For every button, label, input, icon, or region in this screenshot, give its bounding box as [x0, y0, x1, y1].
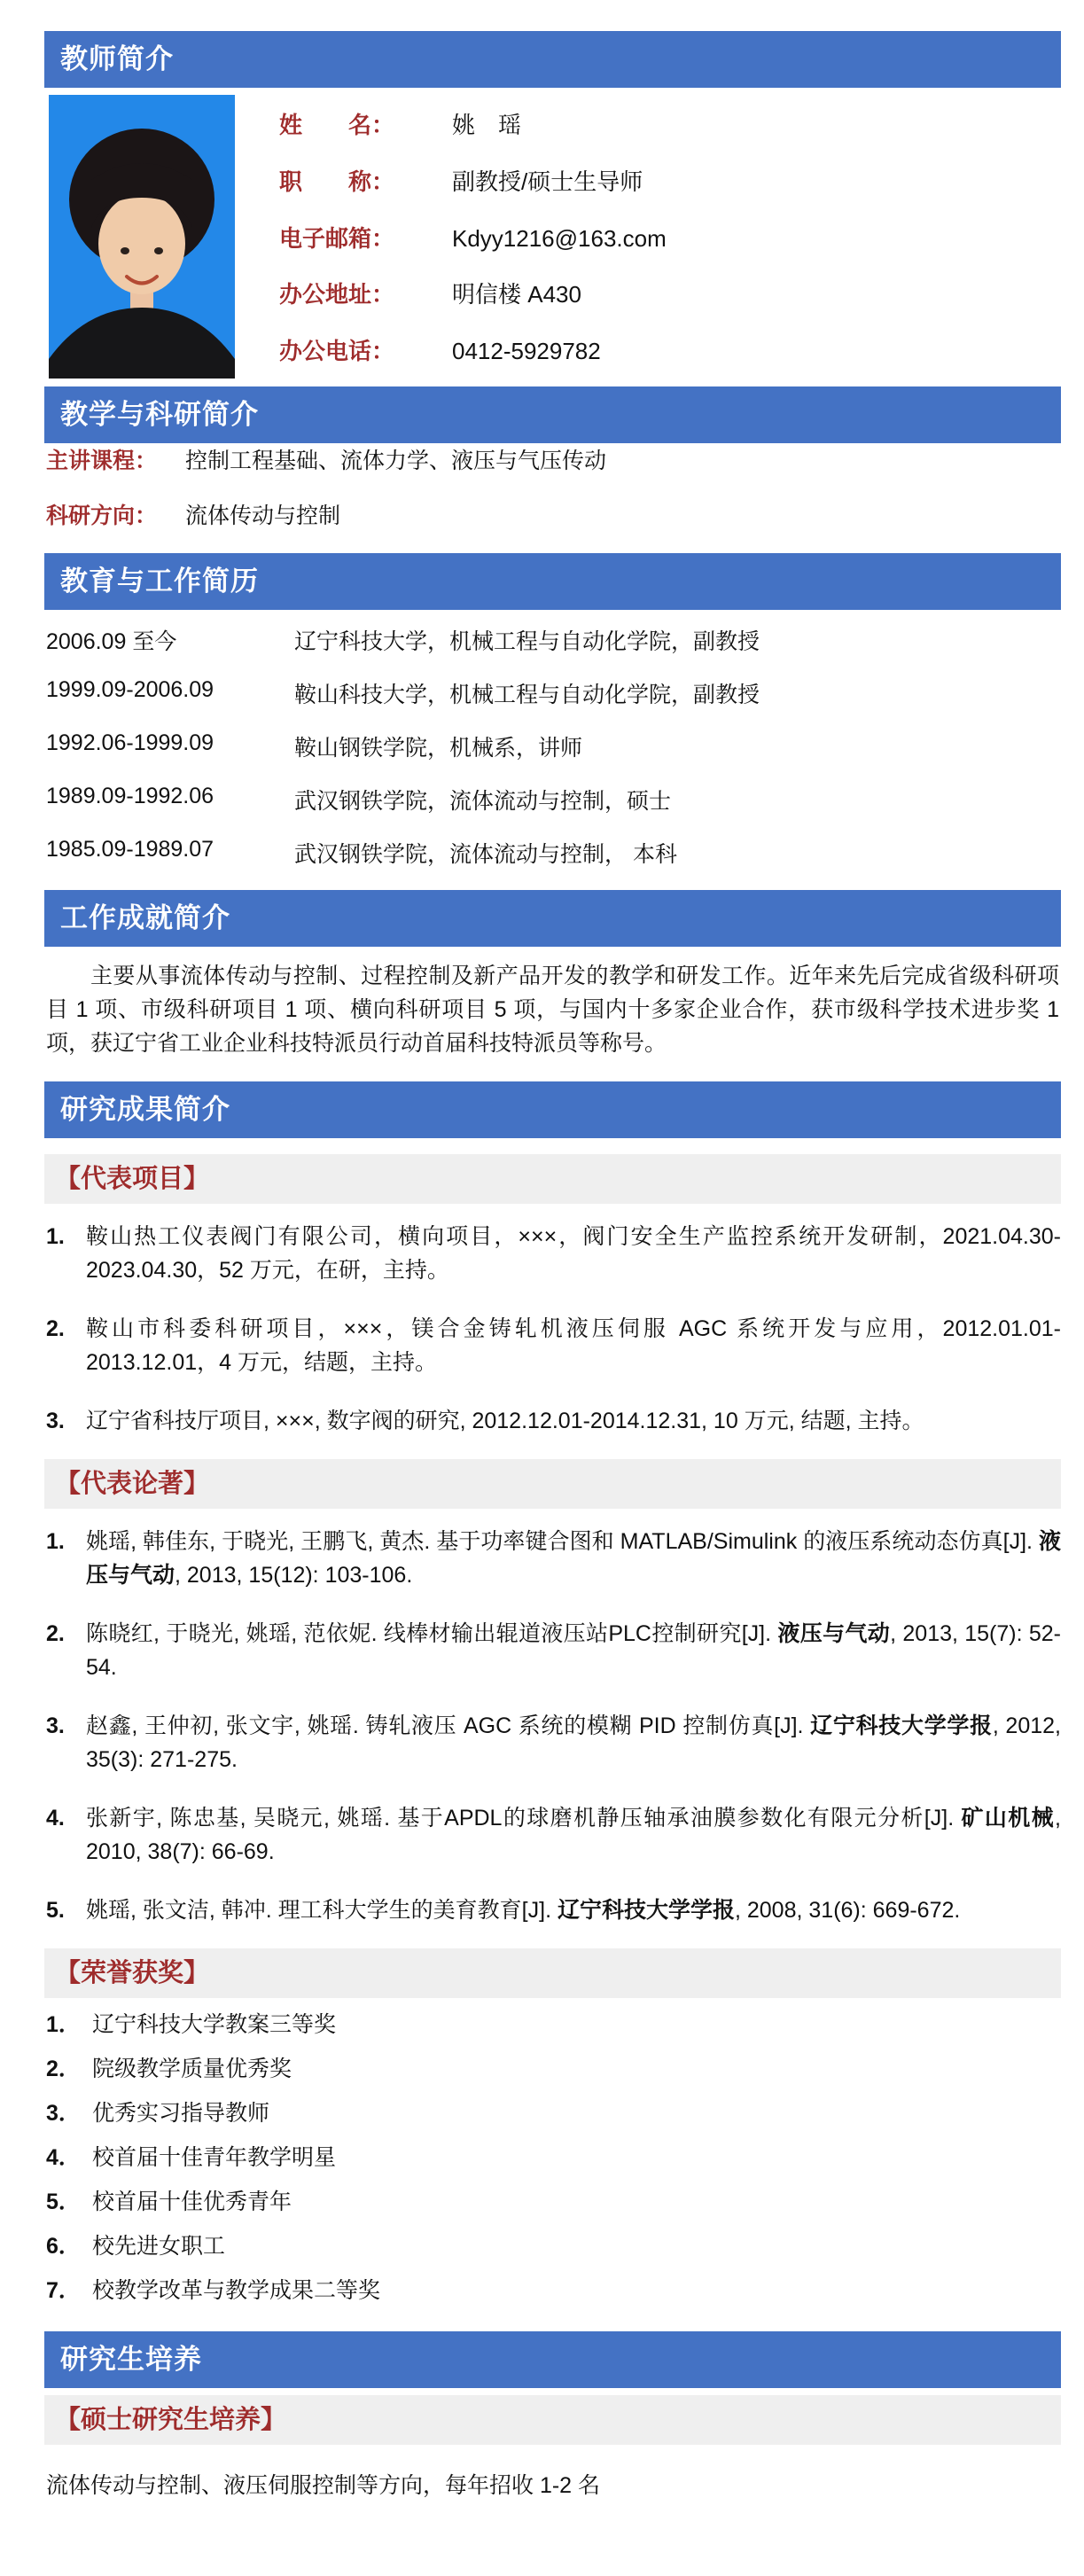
- section-title: 工作成就简介: [60, 902, 230, 933]
- publication-item: [46, 1893, 1061, 1927]
- item-number: 2．: [46, 2057, 81, 2081]
- section-title: 教学与科研简介: [60, 399, 259, 430]
- item-number: 3.: [46, 1409, 65, 1433]
- field-label: 电子邮箱：: [279, 224, 395, 252]
- publication-pre: 姚瑶, 张文洁, 韩冲. 理工科大学生的美育教育[J].: [86, 1898, 558, 1923]
- honor-item: [46, 2232, 1061, 2260]
- journal-name: 辽宁科技大学学报: [810, 1713, 993, 1738]
- projects-list: [46, 1220, 1061, 1438]
- profile-block: [49, 95, 1061, 379]
- section-header-graduate: [44, 2331, 1061, 2388]
- courses-value: 控制工程基础、流体力学、液压与气压传动: [185, 449, 607, 473]
- item-number: 4.: [46, 1806, 65, 1831]
- career-period: 2006.09 至今: [46, 629, 177, 654]
- field-value: 姚 瑶: [452, 112, 522, 138]
- item-number: 5.: [46, 1898, 65, 1923]
- career-row: [46, 837, 1061, 869]
- honors-list: [46, 2010, 1061, 2305]
- honor-item: [46, 2055, 1061, 2083]
- item-number: 4．: [46, 2145, 81, 2170]
- profile-field-phone: [279, 333, 1061, 366]
- publications-list: [46, 1525, 1061, 1927]
- section-header-research-results: [44, 1081, 1061, 1138]
- project-text: 辽宁省科技厅项目, ×××, 数字阀的研究, 2012.12.01-2014.12.31, 10 万元, 结题, 主持。: [86, 1409, 924, 1433]
- career-detail: 鞍山科技大学，机械工程与自动化学院，副教授: [294, 683, 760, 707]
- career-detail: 鞍山钢铁学院，机械系，讲师: [294, 736, 583, 761]
- teacher-profile-page: [44, 31, 1061, 2500]
- publication-item: [46, 1525, 1061, 1592]
- achievements-paragraph: 主要从事流体传动与控制、过程控制及新产品开发的教学和研发工作。近年来先后完成省级科研项目 1 项、市级科研项目 1 项、横向科研项目 5 项，与国内十多家企业合作，获市级科学技术进步奖 1 项，获辽宁省工业企业科技特派员行动首届科技特派员等称号。: [46, 964, 1059, 1056]
- field-value: Kdyy1216@163.com: [452, 224, 667, 252]
- career-period: 1999.09-2006.09: [46, 677, 214, 702]
- item-number: 5．: [46, 2190, 81, 2214]
- section-title: 教育与工作简历: [60, 566, 259, 597]
- item-number: 1．: [46, 2012, 81, 2037]
- section-header-teaching-research: [44, 386, 1061, 443]
- section-header-achievements: [44, 890, 1061, 947]
- subsection-header-honors: [44, 1948, 1061, 1998]
- subsection-title: 【代表论著】: [55, 1470, 210, 1498]
- subsection-title: 【代表项目】: [55, 1165, 210, 1193]
- subsection-header-publications: [44, 1459, 1061, 1509]
- honor-text: 辽宁科技大学教案三等奖: [92, 2012, 337, 2037]
- profile-field-title: [279, 164, 1061, 197]
- publication-post: , 2013, 15(7): 52-54.: [86, 1621, 1061, 1680]
- subsection-header-projects: [44, 1154, 1061, 1204]
- profile-photo: [49, 95, 235, 379]
- career-period: 1992.06-1999.09: [46, 730, 214, 755]
- career-detail: 武汉钢铁学院，流体流动与控制，硕士: [294, 789, 672, 814]
- research-direction-label: 科研方向：: [46, 503, 158, 528]
- item-number: 3.: [46, 1713, 65, 1738]
- publication-item: [46, 1617, 1061, 1684]
- publication-item: [46, 1709, 1061, 1776]
- item-number: 7．: [46, 2278, 81, 2303]
- journal-name: 矿山机械: [961, 1806, 1056, 1831]
- publication-pre: 张新宇, 陈忠基, 吴晓元, 姚瑶. 基于APDL的球磨机静压轴承油膜参数化有限元分析[J].: [86, 1806, 962, 1831]
- career-detail: 辽宁科技大学，机械工程与自动化学院，副教授: [294, 629, 760, 654]
- honor-text: 校教学改革与教学成果二等奖: [92, 2278, 381, 2303]
- profile-field-office: [279, 277, 1061, 309]
- career-timeline: [46, 624, 1061, 869]
- person-portrait-illustration: [49, 95, 235, 379]
- profile-info: [235, 95, 1061, 379]
- project-text: 鞍山市科委科研项目，×××，镁合金铸轧机液压伺服 AGC 系统开发与应用，2012.01.01-2013.12.01，4 万元，结题，主持。: [86, 1316, 1061, 1375]
- honor-text: 校先进女职工: [92, 2234, 226, 2259]
- field-value: 副教授/硕士生导师: [452, 168, 643, 195]
- publication-pre: 陈晓红, 于晓光, 姚瑶, 范依妮. 线棒材输出辊道液压站PLC控制研究[J].: [86, 1621, 778, 1646]
- publication-post: , 2012, 35(3): 271-275.: [86, 1713, 1061, 1772]
- honor-item: [46, 2143, 1061, 2172]
- project-text: 鞍山热工仪表阀门有限公司，横向项目，×××，阀门安全生产监控系统开发研制，2021.04.30-2023.04.30，52 万元，在研，主持。: [86, 1224, 1061, 1283]
- publication-post: , 2010, 38(7): 66-69.: [86, 1806, 1061, 1864]
- profile-field-email: [279, 221, 1061, 254]
- journal-name: 液压与气动: [86, 1529, 1061, 1588]
- publication-item: [46, 1801, 1061, 1869]
- section-title: 教师简介: [60, 43, 174, 74]
- career-row: [46, 624, 1061, 656]
- honor-text: 院级教学质量优秀奖: [92, 2057, 292, 2081]
- journal-name: 辽宁科技大学学报: [557, 1898, 735, 1923]
- profile-field-name: [279, 107, 1061, 140]
- subsection-header-masters: [44, 2395, 1061, 2445]
- item-number: 6．: [46, 2234, 81, 2259]
- project-item: [46, 1312, 1061, 1379]
- publication-text: [86, 1617, 1061, 1684]
- publication-post: , 2013, 15(12): 103-106.: [175, 1563, 413, 1588]
- item-number: 1.: [46, 1224, 65, 1249]
- item-number: 1.: [46, 1529, 65, 1554]
- publication-text: [86, 1525, 1061, 1592]
- field-label: 职 称：: [279, 168, 395, 195]
- honor-item: [46, 2276, 1061, 2305]
- publication-post: , 2008, 31(6): 669-672.: [734, 1898, 961, 1923]
- item-number: 2.: [46, 1316, 65, 1341]
- project-item: [46, 1404, 1061, 1438]
- field-label: 姓 名：: [279, 112, 395, 138]
- item-number: 2.: [46, 1621, 65, 1646]
- publication-text: [86, 1893, 1061, 1927]
- graduate-recruiting-text: 流体传动与控制、液压伺服控制等方向，每年招收 1-2 名: [46, 2473, 601, 2498]
- career-detail: 武汉钢铁学院，流体流动与控制， 本科: [294, 842, 677, 867]
- career-period: 1989.09-1992.06: [46, 784, 214, 808]
- honor-text: 优秀实习指导教师: [92, 2101, 270, 2126]
- subsection-title: 【荣誉获奖】: [55, 1959, 210, 1987]
- career-row: [46, 677, 1061, 709]
- field-value: 0412-5929782: [452, 338, 601, 364]
- journal-name: 液压与气动: [777, 1621, 891, 1646]
- career-period: 1985.09-1989.07: [46, 837, 214, 862]
- honor-item: [46, 2099, 1061, 2127]
- section-title: 研究生培养: [60, 2344, 202, 2375]
- honor-text: 校首届十佳青年教学明星: [92, 2145, 337, 2170]
- courses-label: 主讲课程：: [46, 449, 158, 473]
- subsection-title: 【硕士研究生培养】: [55, 2406, 287, 2434]
- courses-row: [46, 443, 1061, 475]
- publication-text: [86, 1801, 1061, 1869]
- research-direction-row: [46, 498, 1061, 530]
- career-row: [46, 730, 1061, 762]
- field-value: 明信楼 A430: [452, 281, 581, 308]
- career-row: [46, 784, 1061, 816]
- research-direction-value: 流体传动与控制: [185, 503, 341, 528]
- field-label: 办公地址：: [279, 281, 395, 308]
- field-label: 办公电话：: [279, 338, 395, 364]
- item-number: 3．: [46, 2101, 81, 2126]
- publication-pre: 赵鑫, 王仲初, 张文宇, 姚瑶. 铸轧液压 AGC 系统的模糊 PID 控制仿真[J].: [86, 1713, 811, 1738]
- publication-pre: 姚瑶, 韩佳东, 于晓光, 王鹏飞, 黄杰. 基于功率键合图和 MATLAB/Simulink 的液压系统动态仿真[J].: [86, 1529, 1039, 1554]
- project-item: [46, 1220, 1061, 1287]
- section-header-teacher-profile: [44, 31, 1061, 88]
- publication-text: [86, 1709, 1061, 1776]
- section-title: 研究成果简介: [60, 1094, 230, 1125]
- section-header-career: [44, 553, 1061, 610]
- honor-item: [46, 2010, 1061, 2039]
- honor-text: 校首届十佳优秀青年: [92, 2190, 292, 2214]
- honor-item: [46, 2188, 1061, 2216]
